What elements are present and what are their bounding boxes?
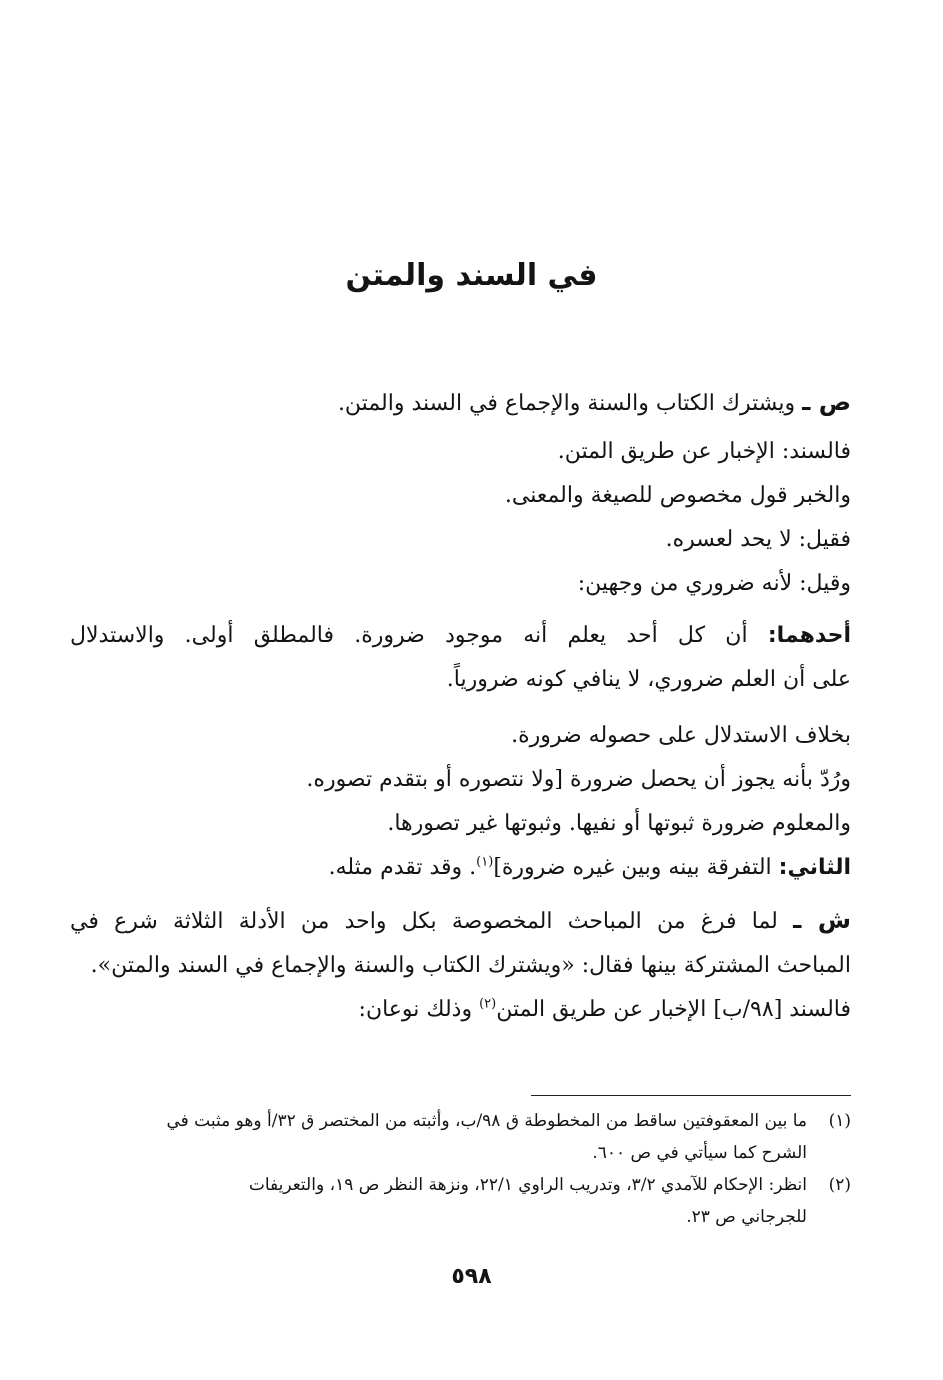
text-block-first	[70, 614, 851, 702]
matn-marker: ص ـ	[802, 388, 851, 416]
line-13: المباحث المشتركة بينها فقال: «ويشترك الكتاب والسنة والإجماع في السند والمتن».	[90, 953, 851, 978]
footnote-2	[70, 1169, 851, 1201]
line-4: فقيل: لا يحد لعسره.	[665, 527, 851, 552]
footnote-divider	[531, 1095, 851, 1096]
line-9: ورُدّ بأنه يجوز أن يحصل ضرورة [ولا نتصوره أو بتقدم تصوره.	[306, 767, 851, 792]
footnote-ref-2: (٢)	[479, 996, 497, 1012]
text-block-main	[70, 380, 851, 426]
line-1	[70, 380, 851, 426]
footnote-1-continued: الشرح كما سيأتي في ص ٦٠٠.	[592, 1143, 807, 1163]
line-3: والخبر قول مخصوص للصيغة والمعنى.	[504, 483, 851, 508]
first-reason-label: أحدهما:	[767, 623, 851, 648]
text-block-definitions	[70, 430, 851, 606]
line-tail: وذلك نوعان:	[358, 997, 480, 1022]
footnote-number: (٢)	[828, 1175, 851, 1195]
line-text: أن كل أحد يعلم أنه موجود ضرورة. فالمطلق أولى. والاستدلال	[70, 623, 748, 648]
text-block-commentary	[70, 898, 851, 1032]
sharh-marker: ش ـ	[793, 906, 851, 934]
line-8: بخلاف الاستدلال على حصوله ضرورة.	[511, 723, 851, 748]
text-block-objection	[70, 714, 851, 890]
footnote-number: (١)	[828, 1111, 851, 1131]
footnote-ref-1: (١)	[476, 854, 494, 870]
footnote-text: ما بين المعقوفتين ساقط من المخطوطة ق ٩٨/ب، وأثبته من المختصر ق ٣٢/أ وهو مثبت في	[166, 1111, 807, 1131]
line-5: وقيل: لأنه ضروري من وجهين:	[577, 571, 851, 596]
line-tail: . وقد تقدم مثله.	[328, 855, 477, 880]
line-2: فالسند: الإخبار عن طريق المتن.	[557, 439, 851, 464]
line-7: على أن العلم ضروري، لا ينافي كونه ضرورياً.	[446, 667, 851, 692]
line-11	[70, 846, 851, 890]
footnote-1	[70, 1105, 851, 1137]
line-text: لما فرغ من المباحث المخصوصة بكل واحد من الأدلة الثلاثة شرع في	[70, 909, 778, 934]
section-title: في السند والمتن	[345, 258, 598, 293]
footnotes	[70, 1105, 851, 1233]
line-text: فالسند [٩٨/ب] الإخبار عن طريق المتن	[496, 997, 851, 1022]
page-number: ٥٩٨	[451, 1264, 492, 1289]
footnote-2-continued: للجرجاني ص ٢٣.	[686, 1207, 807, 1227]
line-14	[70, 988, 851, 1032]
footnote-text: انظر: الإحكام للآمدي ٣/٢، وتدريب الراوي ٢٢/١، ونزهة النظر ص ١٩، والتعريفات	[248, 1175, 807, 1195]
second-reason-label: الثاني:	[778, 855, 851, 880]
line-10: والمعلوم ضرورة ثبوتها أو نفيها. وثبوتها غير تصورها.	[387, 811, 851, 836]
line-text: ويشترك الكتاب والسنة والإجماع في السند والمتن.	[337, 391, 796, 416]
line-12	[70, 898, 851, 944]
line-text: التفرقة بينه وبين غيره ضرورة]	[493, 855, 772, 880]
line-6	[70, 614, 851, 658]
